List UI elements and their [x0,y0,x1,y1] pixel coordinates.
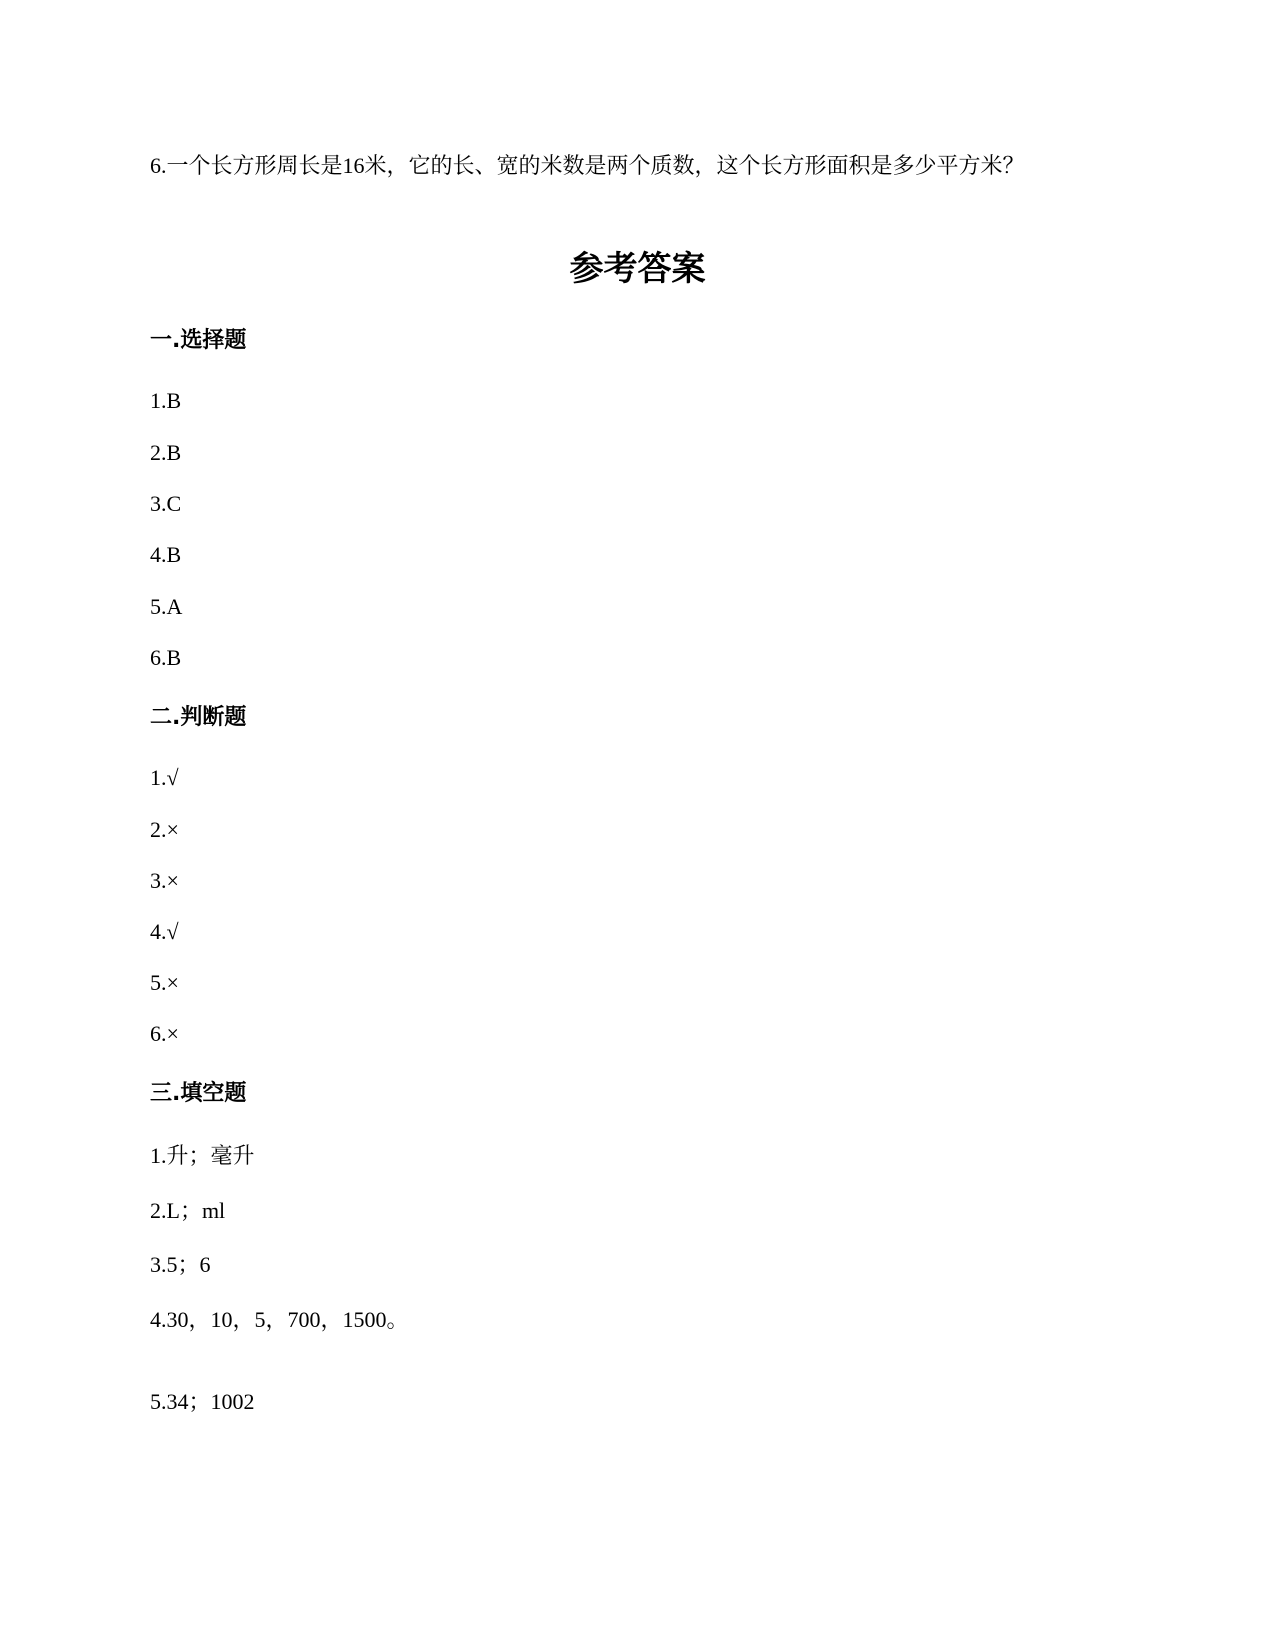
section-heading-fill-blank: 三.填空题 [150,1081,247,1106]
answer-item: 4.B [150,542,182,567]
answer-item: 1.升；毫升 [150,1143,255,1168]
answer-item: 6.× [150,1021,179,1046]
section-heading-choice: 一.选择题 [150,328,247,353]
answer-title: 参考答案 [569,249,706,289]
answer-item: 4.30，10，5，700，1500。 [150,1307,409,1332]
answer-item: 2.B [150,440,182,465]
answer-item: 6.B [150,645,182,670]
section-heading-judgment: 二.判断题 [150,705,247,730]
answer-item: 3.C [150,491,182,516]
answer-item: 3.× [150,868,179,893]
answer-item: 5.A [150,594,183,619]
answer-item: 5.× [150,970,179,995]
answer-item: 2.L；ml [150,1198,226,1223]
answer-item: 3.5；6 [150,1252,211,1277]
answer-item: 2.× [150,817,179,842]
question-6: 6.一个长方形周长是16米，它的长、宽的米数是两个质数，这个长方形面积是多少平方米？ [150,153,1025,178]
answer-item: 1.√ [150,765,179,790]
answer-item: 1.B [150,388,182,413]
answer-item: 4.√ [150,919,179,944]
answer-item: 5.34；1002 [150,1389,255,1414]
